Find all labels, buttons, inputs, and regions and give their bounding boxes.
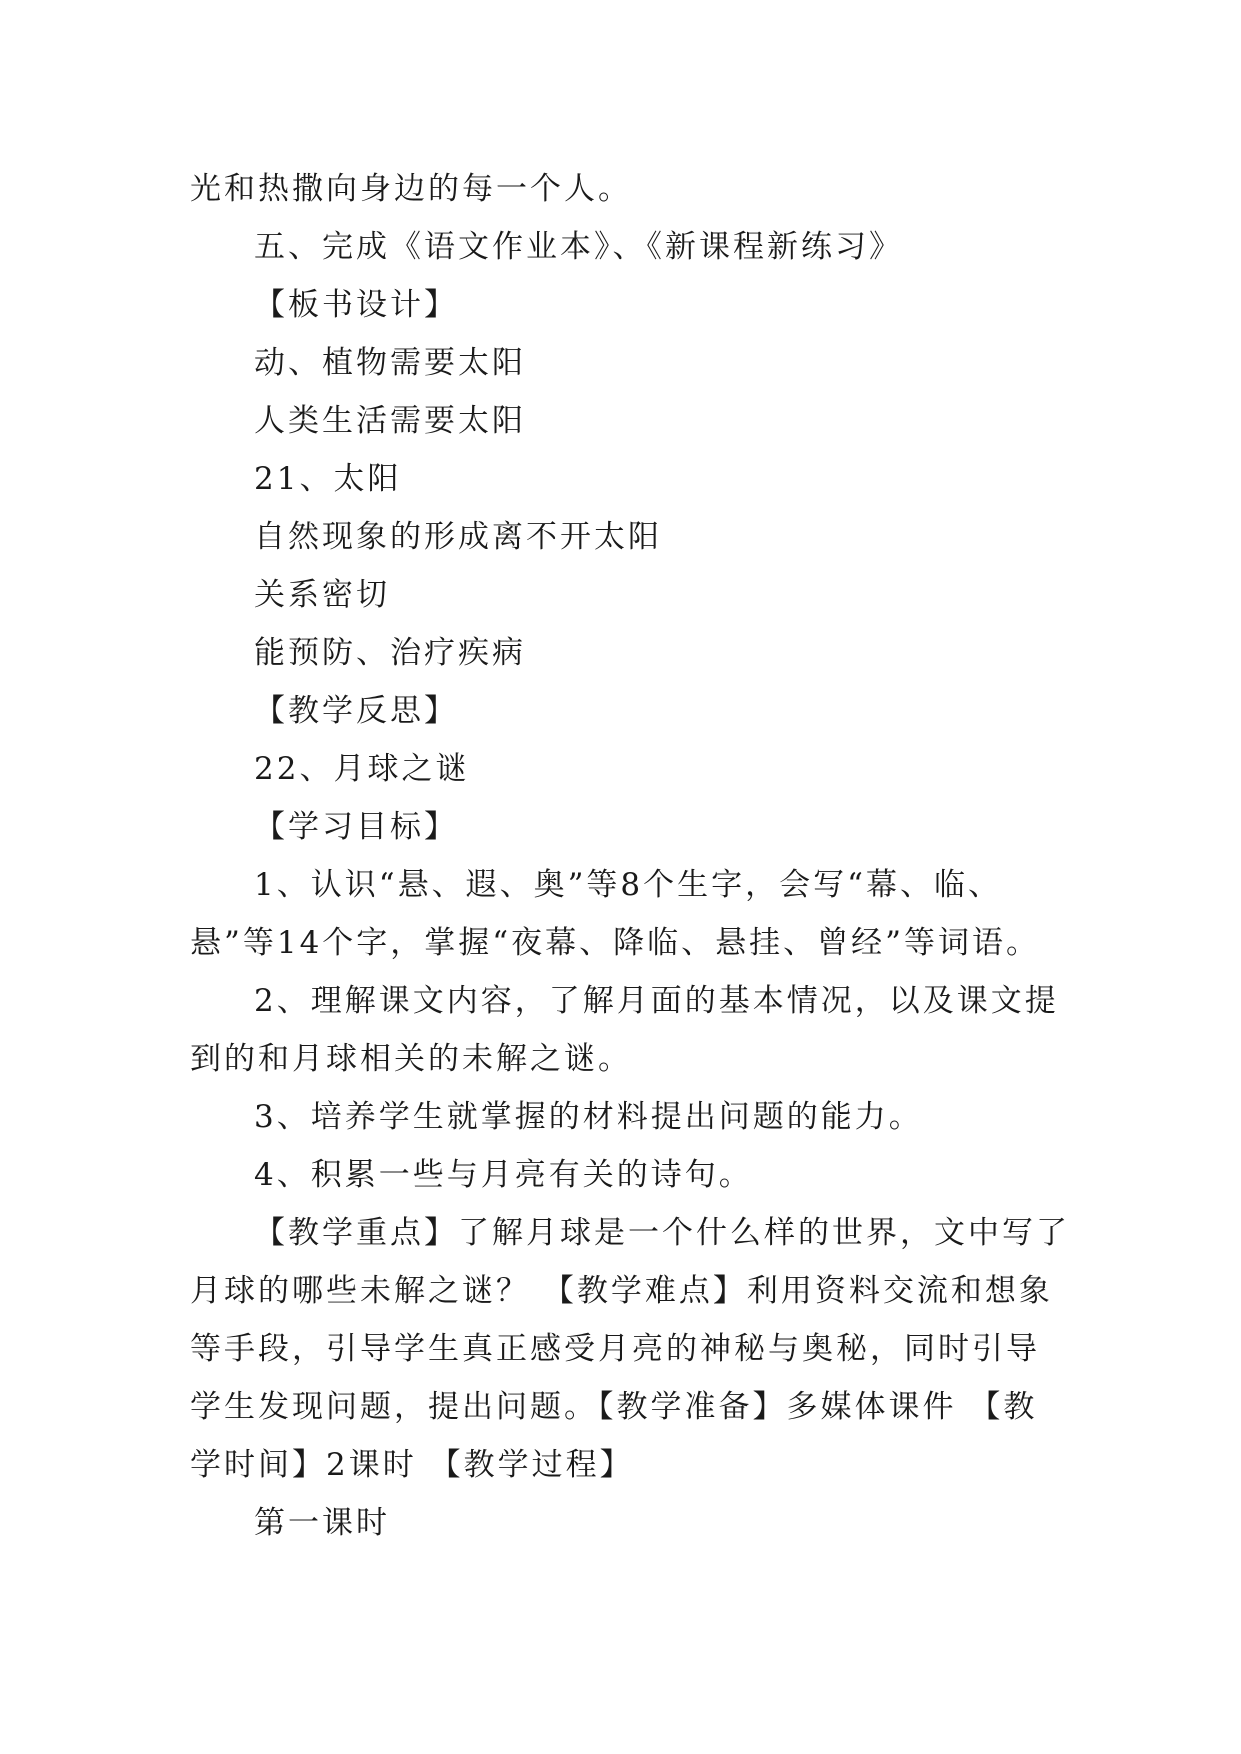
- paragraph: 【教学重点】了解月球是一个什么样的世界，文中写了月球的哪些未解之谜？ 【教学难点】利用资料交流和想象等手段，引导学生真正感受月亮的神秘与奥秘，同时引导学生发现问题，提出问题。【教学准备】多媒体课件 【教学时间】2课时 【教学过程】: [190, 1215, 1070, 1483]
- paragraph: 第一课时: [254, 1505, 390, 1541]
- paragraph: 自然现象的形成离不开太阳: [254, 519, 662, 555]
- paragraph: 动、植物需要太阳: [254, 345, 526, 381]
- section-heading: 【教学反思】: [254, 693, 458, 729]
- section-heading: 【板书设计】: [254, 287, 458, 323]
- document-body: [190, 160, 1070, 1552]
- paragraph: 3、培养学生就掌握的材料提出问题的能力。: [254, 1099, 923, 1135]
- paragraph: 五、完成《语文作业本》、《新课程新练习》: [254, 229, 903, 265]
- section-heading: 【学习目标】: [254, 809, 458, 845]
- lesson-title: 22、月球之谜: [254, 751, 470, 787]
- paragraph: 1、认识“悬、遐、奥”等8个生字，会写“幕、临、悬”等14个字，掌握“夜幕、降临、悬挂、曾经”等词语。: [190, 867, 1040, 961]
- paragraph: 21、太阳: [254, 461, 402, 497]
- paragraph: 能预防、治疗疾病: [254, 635, 526, 671]
- paragraph: 光和热撒向身边的每一个人。: [190, 171, 632, 207]
- paragraph: 4、积累一些与月亮有关的诗句。: [254, 1157, 753, 1193]
- paragraph: 2、理解课文内容，了解月面的基本情况，以及课文提到的和月球相关的未解之谜。: [190, 983, 1059, 1077]
- paragraph: 人类生活需要太阳: [254, 403, 526, 439]
- paragraph: 关系密切: [254, 577, 390, 613]
